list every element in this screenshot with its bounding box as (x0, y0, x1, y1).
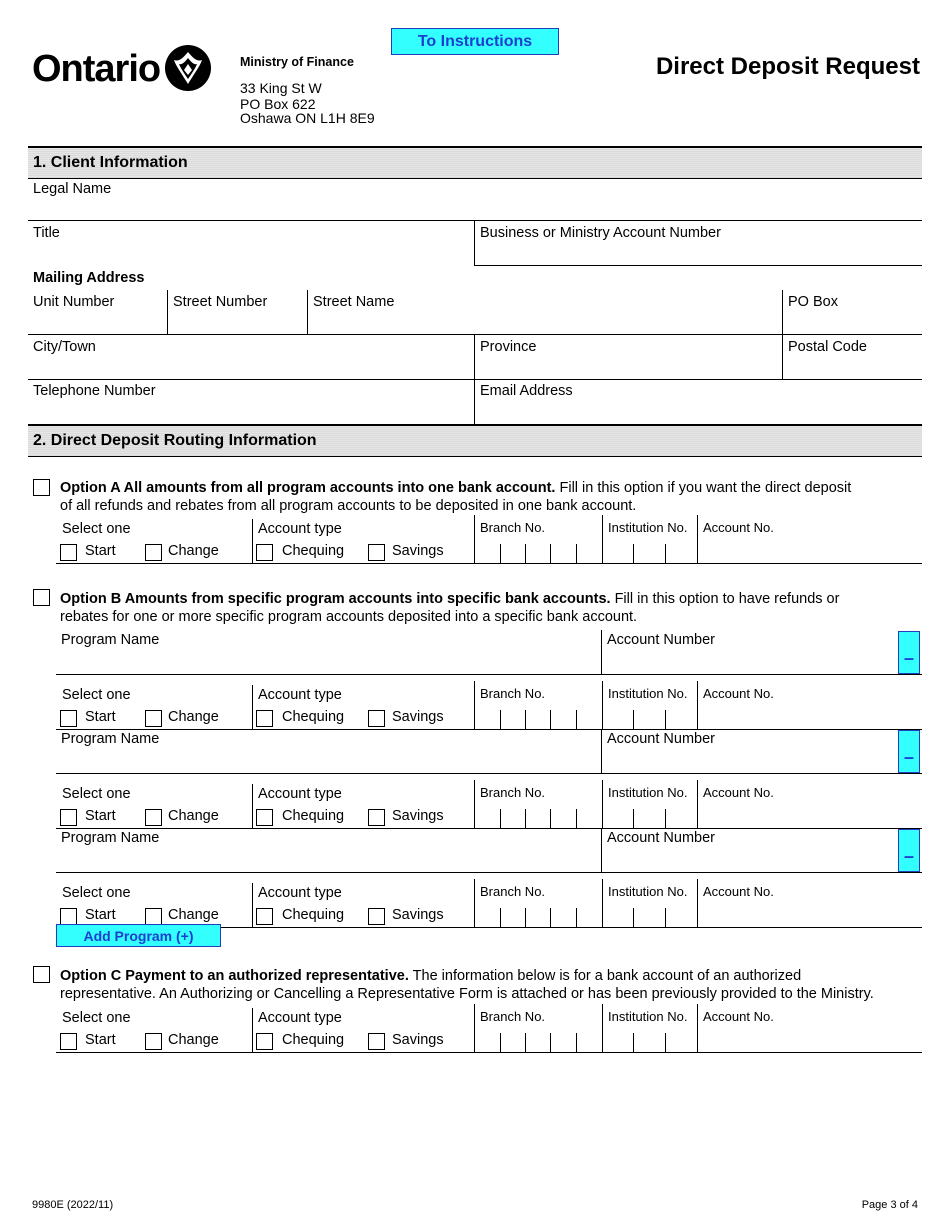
divider (252, 519, 253, 563)
institution-no-input[interactable] (604, 905, 696, 927)
divider (56, 1052, 922, 1053)
institution-no-input[interactable] (604, 1030, 696, 1052)
select-one-label: Select one (62, 1010, 131, 1026)
institution-no-label: Institution No. (608, 686, 688, 701)
divider (782, 334, 783, 379)
institution-no-label: Institution No. (608, 884, 688, 899)
option-a-text (60, 479, 920, 515)
divider (252, 883, 253, 927)
account-no-input[interactable] (699, 802, 921, 828)
option-c-desc: The information below is for a bank account of an authorized (408, 968, 802, 984)
to-instructions-button[interactable]: To Instructions (391, 28, 559, 55)
divider (474, 1004, 475, 1052)
email-label: Email Address (480, 383, 573, 399)
account-no-label: Account No. (703, 520, 774, 535)
chequing-label: Chequing (282, 907, 345, 923)
divider (602, 1004, 603, 1052)
divider (252, 685, 253, 729)
ontario-logo-text: Ontario (32, 48, 161, 90)
savings-label: Savings (392, 808, 444, 824)
account-type-label: Account type (258, 885, 342, 901)
form-id: 9980E (2022/11) (32, 1199, 114, 1211)
divider (474, 265, 922, 266)
divider (602, 879, 603, 927)
divider (56, 674, 922, 675)
select-one-label: Select one (62, 687, 131, 703)
branch-no-label: Branch No. (480, 1009, 546, 1024)
mailing-address-heading: Mailing Address (33, 270, 145, 286)
option-a-checkbox[interactable] (33, 479, 50, 496)
change-checkbox[interactable] (145, 1033, 162, 1050)
account-no-label: Account No. (703, 686, 774, 701)
account-type-label: Account type (258, 1010, 342, 1026)
divider (474, 879, 475, 927)
divider (56, 563, 922, 564)
change-checkbox[interactable] (145, 544, 162, 561)
chequing-checkbox[interactable] (256, 809, 273, 826)
unit-number-label: Unit Number (33, 294, 115, 310)
chequing-label: Chequing (282, 1032, 345, 1048)
street-name-label: Street Name (313, 294, 395, 310)
program-name-input[interactable] (58, 749, 598, 773)
divider (307, 290, 308, 334)
branch-no-label: Branch No. (480, 785, 546, 800)
start-checkbox[interactable] (60, 1033, 77, 1050)
divider (474, 379, 475, 424)
savings-checkbox[interactable] (368, 908, 385, 925)
street-number-label: Street Number (173, 294, 268, 310)
divider (697, 515, 698, 563)
divider (602, 515, 603, 563)
account-number-input[interactable] (604, 749, 894, 773)
address-line-2: PO Box 622 (240, 96, 316, 112)
divider (474, 515, 475, 563)
change-label: Change (168, 808, 219, 824)
chequing-checkbox[interactable] (256, 544, 273, 561)
option-c-checkbox[interactable] (33, 966, 50, 983)
option-b-title: Option B Amounts from specific program accounts into specific bank accounts. (60, 591, 611, 607)
divider (28, 220, 922, 221)
program-name-label: Program Name (61, 632, 160, 648)
change-checkbox[interactable] (145, 908, 162, 925)
section-2-header: 2. Direct Deposit Routing Information (28, 424, 922, 457)
divider (56, 872, 922, 873)
change-label: Change (168, 1032, 219, 1048)
title-label: Title (33, 225, 60, 241)
start-checkbox[interactable] (60, 710, 77, 727)
divider (782, 290, 783, 334)
address-line-1: 33 King St W (240, 80, 322, 96)
institution-no-input[interactable] (604, 707, 696, 729)
account-number-input[interactable] (604, 848, 894, 872)
program-name-label: Program Name (61, 731, 160, 747)
start-label: Start (85, 709, 116, 725)
start-checkbox[interactable] (60, 809, 77, 826)
account-no-label: Account No. (703, 884, 774, 899)
program-name-input[interactable] (58, 650, 598, 674)
divider (28, 334, 922, 335)
branch-no-label: Branch No. (480, 884, 546, 899)
address-line-3: Oshawa ON L1H 8E9 (240, 110, 375, 126)
branch-no-label: Branch No. (480, 686, 546, 701)
change-label: Change (168, 709, 219, 725)
account-no-input[interactable] (699, 703, 921, 729)
account-number-label: Account Number (607, 731, 715, 747)
program-name-label: Program Name (61, 830, 160, 846)
institution-no-label: Institution No. (608, 520, 688, 535)
telephone-label: Telephone Number (33, 383, 156, 399)
account-type-label: Account type (258, 521, 342, 537)
remove-program-button[interactable]: – (898, 730, 920, 773)
divider (474, 681, 475, 729)
option-c-desc-2: representative. An Authorizing or Cancelling a Representative Form is attached or has been previously provided to the Ministry. (60, 986, 874, 1002)
divider (167, 290, 168, 334)
savings-checkbox[interactable] (368, 1033, 385, 1050)
institution-no-input[interactable] (604, 541, 696, 563)
divider (601, 828, 602, 872)
start-label: Start (85, 907, 116, 923)
account-type-label: Account type (258, 687, 342, 703)
change-checkbox[interactable] (145, 809, 162, 826)
divider (697, 681, 698, 729)
change-label: Change (168, 907, 219, 923)
divider (252, 784, 253, 828)
option-c-title: Option C Payment to an authorized representative. (60, 968, 409, 984)
program-name-input[interactable] (58, 848, 598, 872)
change-label: Change (168, 543, 219, 559)
option-a-title: Option A All amounts from all program accounts into one bank account. (60, 480, 556, 496)
account-type-label: Account type (258, 786, 342, 802)
divider (697, 879, 698, 927)
account-no-input[interactable] (699, 537, 921, 563)
divider (56, 828, 922, 829)
account-no-label: Account No. (703, 785, 774, 800)
trillium-logo-icon (164, 44, 212, 92)
option-c-text (60, 967, 930, 1003)
legal-name-label: Legal Name (33, 181, 112, 197)
branch-no-input[interactable] (476, 541, 601, 563)
account-number-input[interactable] (604, 650, 894, 674)
select-one-label: Select one (62, 521, 131, 537)
divider (474, 780, 475, 828)
option-b-checkbox[interactable] (33, 589, 50, 606)
postal-code-label: Postal Code (788, 339, 867, 355)
start-checkbox[interactable] (60, 544, 77, 561)
add-program-button[interactable]: Add Program (+) (56, 924, 221, 947)
province-label: Province (480, 339, 537, 355)
divider (252, 1008, 253, 1052)
savings-label: Savings (392, 1032, 444, 1048)
page-number: Page 3 of 4 (861, 1199, 918, 1211)
branch-no-input[interactable] (476, 707, 601, 729)
remove-program-button[interactable]: – (898, 829, 920, 872)
savings-checkbox[interactable] (368, 544, 385, 561)
option-a-desc: Fill in this option if you want the direct deposit (555, 480, 852, 496)
account-number-label: Account Number (607, 830, 715, 846)
branch-no-input[interactable] (476, 1030, 601, 1052)
option-b-desc: Fill in this option to have refunds or (610, 591, 840, 607)
city-label: City/Town (33, 339, 96, 355)
account-no-input[interactable] (699, 1026, 921, 1052)
branch-no-input[interactable] (476, 806, 601, 828)
form-title: Direct Deposit Request (655, 53, 920, 80)
option-b-desc-2: rebates for one or more specific program accounts deposited into a specific bank account. (60, 609, 638, 625)
divider (601, 630, 602, 674)
section-1-header: 1. Client Information (28, 146, 922, 179)
institution-no-label: Institution No. (608, 1009, 688, 1024)
select-one-label: Select one (62, 786, 131, 802)
divider (601, 729, 602, 773)
divider (697, 1004, 698, 1052)
select-one-label: Select one (62, 885, 131, 901)
savings-checkbox[interactable] (368, 710, 385, 727)
branch-no-input[interactable] (476, 905, 601, 927)
savings-label: Savings (392, 907, 444, 923)
savings-label: Savings (392, 543, 444, 559)
divider (56, 729, 922, 730)
account-number-label: Account Number (607, 632, 715, 648)
start-checkbox[interactable] (60, 908, 77, 925)
divider (602, 681, 603, 729)
chequing-checkbox[interactable] (256, 908, 273, 925)
divider (697, 780, 698, 828)
po-box-label: PO Box (788, 294, 838, 310)
option-b-text (60, 590, 920, 626)
savings-checkbox[interactable] (368, 809, 385, 826)
ministry-name: Ministry of Finance (240, 55, 354, 69)
change-checkbox[interactable] (145, 710, 162, 727)
branch-no-label: Branch No. (480, 520, 546, 535)
start-label: Start (85, 1032, 116, 1048)
divider (28, 379, 922, 380)
divider (474, 334, 475, 379)
chequing-checkbox[interactable] (256, 710, 273, 727)
chequing-label: Chequing (282, 709, 345, 725)
account-no-input[interactable] (699, 901, 921, 927)
account-no-label: Account No. (703, 1009, 774, 1024)
remove-program-button[interactable]: – (898, 631, 920, 674)
business-account-label: Business or Ministry Account Number (480, 225, 721, 241)
start-label: Start (85, 543, 116, 559)
divider (474, 220, 475, 265)
savings-label: Savings (392, 709, 444, 725)
divider (56, 773, 922, 774)
option-a-desc-2: of all refunds and rebates from all program accounts to be deposited in one bank account. (60, 498, 637, 514)
institution-no-input[interactable] (604, 806, 696, 828)
chequing-label: Chequing (282, 808, 345, 824)
institution-no-label: Institution No. (608, 785, 688, 800)
chequing-checkbox[interactable] (256, 1033, 273, 1050)
divider (602, 780, 603, 828)
start-label: Start (85, 808, 116, 824)
chequing-label: Chequing (282, 543, 345, 559)
